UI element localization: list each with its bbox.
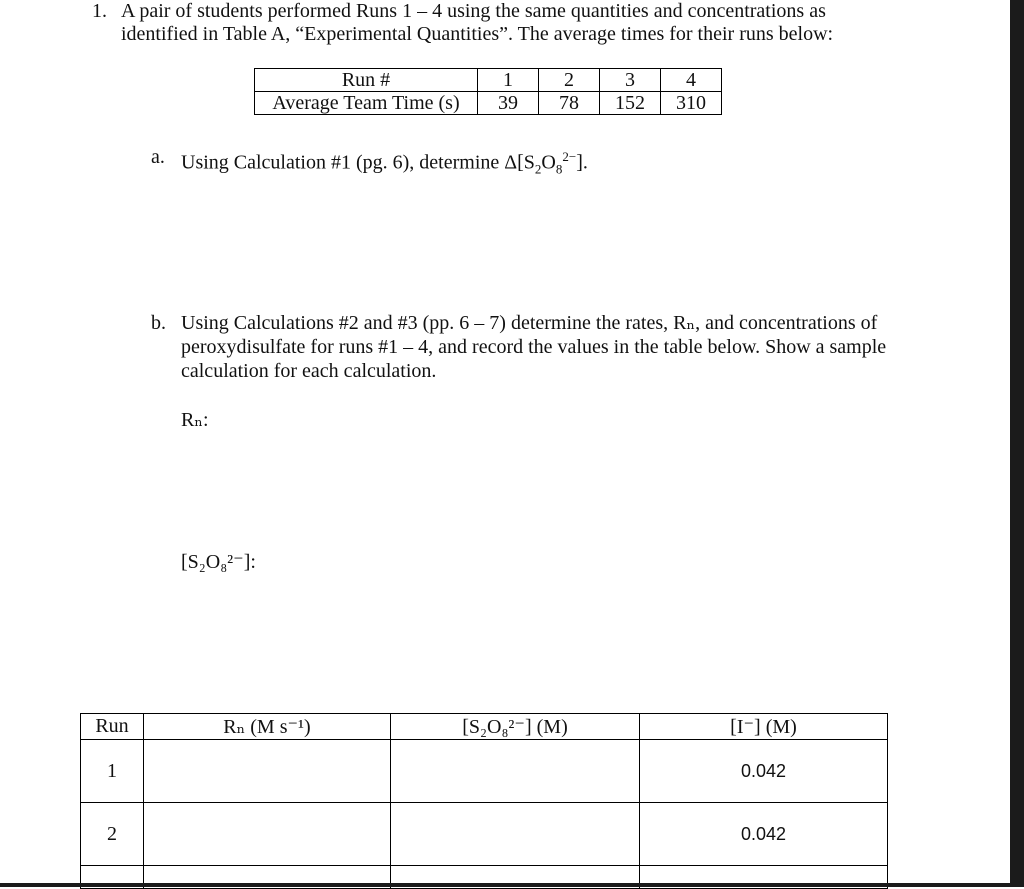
part-a-prefix: Using Calculation #1 (pg. 6), determine Δ[S [181,151,535,174]
run-3-time: 152 [600,92,661,115]
part-a-sub-8: 8 [555,161,563,177]
rate-cell[interactable] [144,803,391,866]
run-1-time: 39 [478,92,539,115]
question-text: A pair of students performed Runs 1 – 4 using the same quantities and concentrations as identified in Table A, “Experimental Quantities”. The average times for their runs below: [121,0,834,45]
header-iodide: [I⁻] (M) [640,714,888,740]
part-a-charge: 2− [562,149,577,164]
part-b-letter: b. [151,312,166,334]
run-3-header: 3 [600,69,661,92]
s2o8-answer-label: [S₂O₈²⁻]: [181,551,256,573]
iodide-cell: 0.042 [640,803,888,866]
run-2-header: 2 [539,69,600,92]
average-times-table [254,68,722,115]
average-time-row [255,92,722,115]
part-a-sub-2: 2 [534,161,542,177]
rn-answer-label: Rₙ: [181,409,209,431]
peroxydisulfate-cell[interactable] [391,740,640,803]
part-a-letter: a. [151,146,165,168]
header-peroxydisulfate: [S₂O₈²⁻] (M) [391,714,640,740]
average-time-label: Average Team Time (s) [255,92,478,115]
table-row [81,803,888,866]
header-run: Run [81,714,144,740]
run-4-header: 4 [661,69,722,92]
run-number-label: Run # [255,69,478,92]
part-a-text [181,145,881,182]
run-4-time: 310 [661,92,722,115]
run-cell: 1 [81,740,144,803]
part-a-oxygen: O [541,151,556,174]
part-b-text: Using Calculations #2 and #3 (pp. 6 – 7) determine the rates, Rₙ, and concentrations of peroxydisulfate for runs #1 – 4, and record the values in the table below. Show a sample calculation for each calculation. [181,312,887,382]
run-1-header: 1 [478,69,539,92]
viewer-right-edge [1010,0,1024,887]
viewer-bottom-edge [0,883,1024,887]
results-table [80,713,888,889]
run-number-row [255,69,722,92]
run-2-time: 78 [539,92,600,115]
iodide-cell: 0.042 [640,740,888,803]
rate-cell[interactable] [144,740,391,803]
results-header-row [81,714,888,740]
question-number: 1. [92,0,107,22]
run-cell: 2 [81,803,144,866]
part-a-suffix: ]. [576,151,588,174]
table-row [81,740,888,803]
peroxydisulfate-cell[interactable] [391,803,640,866]
header-rate: Rₙ (M s⁻¹) [144,714,391,740]
